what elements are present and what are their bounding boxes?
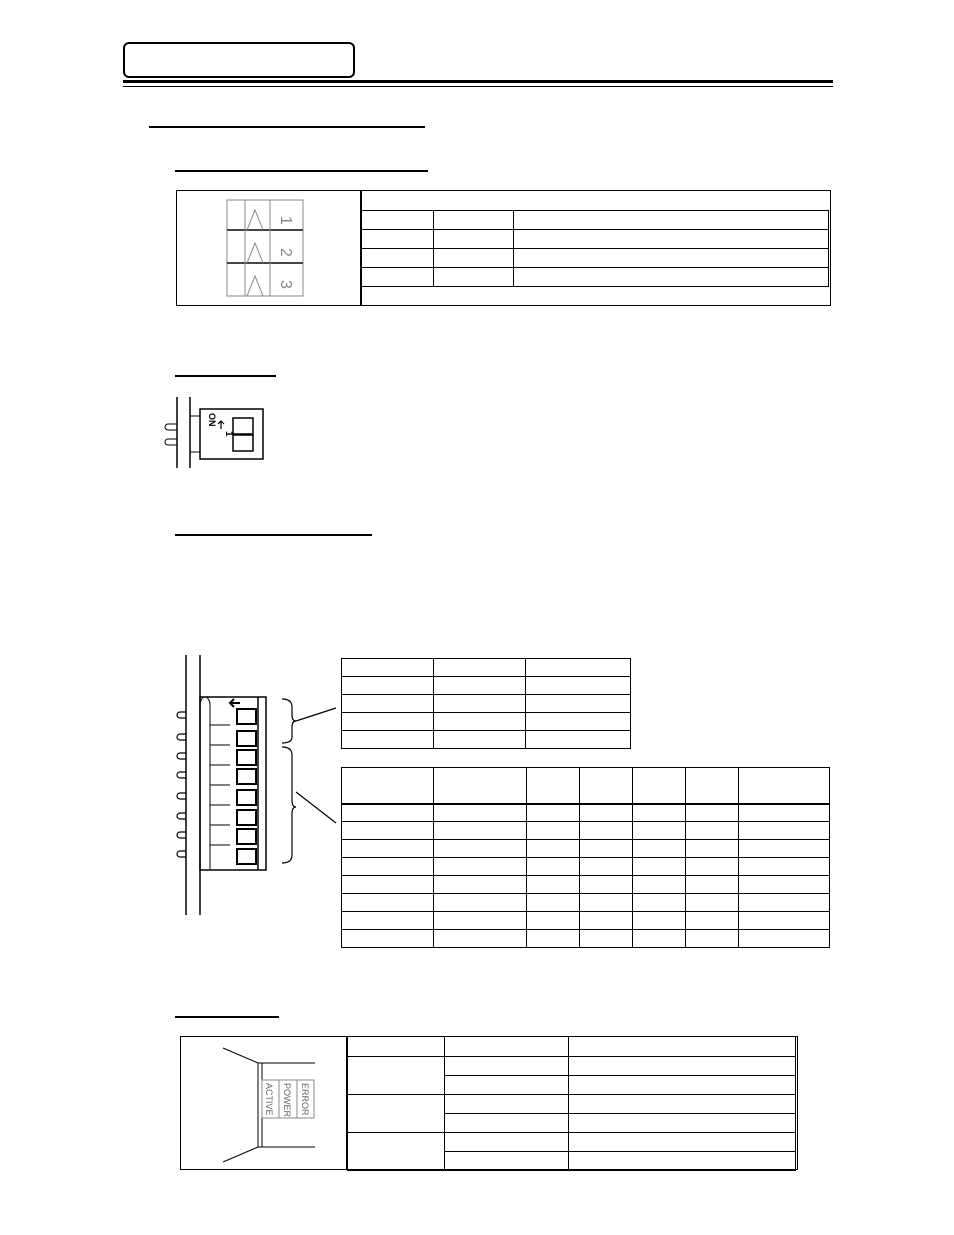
arrow-up-icon xyxy=(218,421,224,429)
terminal-label-1: 1 xyxy=(277,216,294,225)
dip-address-table xyxy=(341,767,830,948)
dip-switch-large-figure xyxy=(170,655,340,917)
led-label-error: ERROR xyxy=(300,1083,310,1116)
terminal-label-3: 3 xyxy=(277,280,294,289)
subsection-terminal-underline xyxy=(175,170,428,172)
address-table-header-rule xyxy=(341,803,830,805)
arrow-left-icon xyxy=(230,699,240,707)
terminal-pin-table xyxy=(361,210,829,287)
led-indicator-figure xyxy=(220,1045,320,1165)
led-status-table xyxy=(347,1036,796,1171)
terminal-table-footer-line xyxy=(361,286,829,287)
dip-on-label: ON xyxy=(207,413,217,427)
subsection-led-underline xyxy=(175,1016,279,1018)
section-heading-underline xyxy=(149,126,425,128)
led-label-power: POWER xyxy=(282,1083,292,1118)
header-tab-box xyxy=(123,42,355,78)
dip-switch-small-figure xyxy=(160,395,270,470)
terminal-label-2: 2 xyxy=(277,248,294,257)
header-rule-thin xyxy=(123,86,833,87)
header-rule-thick xyxy=(123,80,833,83)
terminal-block-figure xyxy=(225,198,305,298)
subsection-dip8-underline xyxy=(175,534,372,536)
led-label-active: ACTIVE xyxy=(264,1083,274,1116)
brace-upper xyxy=(282,699,296,743)
dip-mode-table xyxy=(341,658,631,749)
dip-switch-number: 1 xyxy=(223,431,234,437)
brace-lower xyxy=(282,747,296,863)
subsection-dip-underline xyxy=(175,375,276,377)
